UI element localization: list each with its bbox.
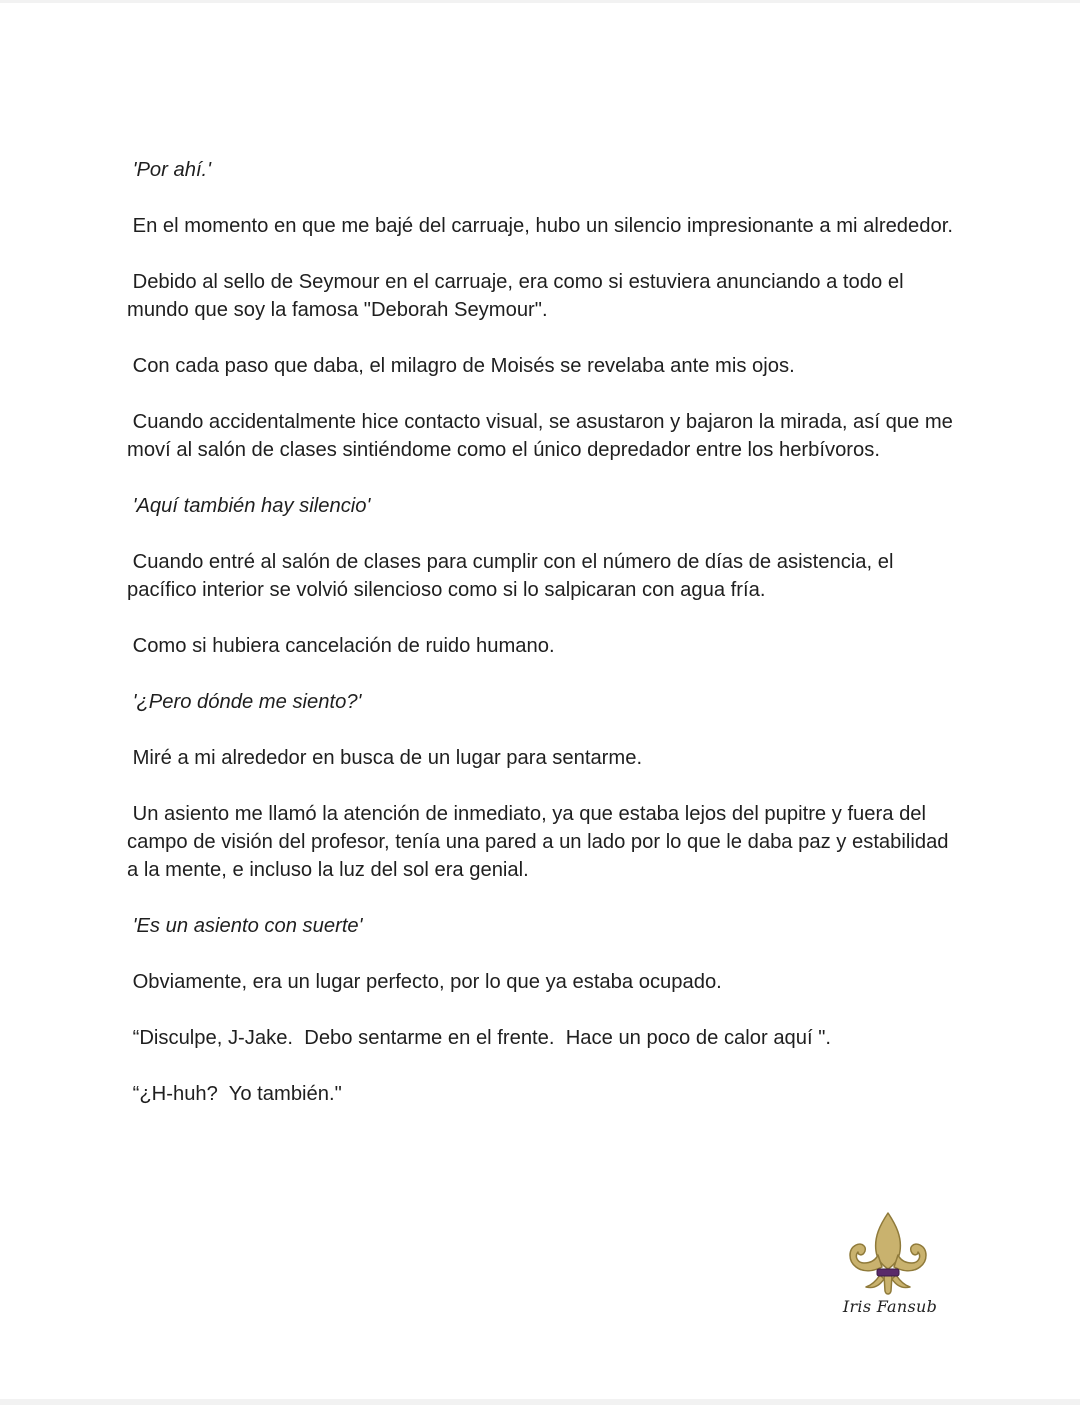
paragraph: Con cada paso que daba, el milagro de Moisés se revelaba ante mis ojos. bbox=[127, 355, 795, 377]
fleur-de-lis-icon bbox=[844, 1211, 932, 1297]
paragraph: Cuando accidentalmente hice contacto visual, se asustaron y bajaron la mirada, así que me moví al salón de clases sintiéndome como el único depredador entre los herbívoros. bbox=[127, 411, 959, 461]
paragraph: 'Por ahí.' bbox=[127, 159, 212, 181]
watermark-text: Iris Fansub bbox=[842, 1297, 938, 1316]
paragraph: 'Es un asiento con suerte' bbox=[127, 915, 363, 937]
paragraph: Miré a mi alrededor en busca de un lugar para sentarme. bbox=[127, 747, 643, 769]
paragraph: Obviamente, era un lugar perfecto, por lo que ya estaba ocupado. bbox=[127, 971, 722, 993]
paragraph: Cuando entré al salón de clases para cumplir con el número de días de asistencia, el pacífico interior se volvió silencioso como si lo salpicaran con agua fría. bbox=[127, 551, 900, 601]
paragraph: Debido al sello de Seymour en el carruaje, era como si estuviera anunciando a todo el mundo que soy la famosa "Deborah Seymour". bbox=[127, 271, 910, 321]
paragraph: '¿Pero dónde me siento?' bbox=[127, 691, 362, 713]
watermark-logo bbox=[838, 1211, 942, 1323]
paragraph: En el momento en que me bajé del carruaje, hubo un silencio impresionante a mi alrededor. bbox=[127, 215, 953, 237]
paragraph: Como si hubiera cancelación de ruido humano. bbox=[127, 635, 555, 657]
paragraph: “Disculpe, J-Jake. Debo sentarme en el frente. Hace un poco de calor aquí ". bbox=[127, 1027, 832, 1049]
paragraph: “¿H-huh? Yo también." bbox=[127, 1083, 342, 1105]
document-page bbox=[0, 3, 1080, 1399]
paragraph: 'Aquí también hay silencio' bbox=[127, 495, 371, 517]
document-body bbox=[127, 156, 957, 1136]
paragraph: Un asiento me llamó la atención de inmediato, ya que estaba lejos del pupitre y fuera del campo de visión del profesor, tenía una pared a un lado por lo que le daba paz y estabilidad a la mente, e incluso la luz del sol era genial. bbox=[127, 803, 955, 881]
